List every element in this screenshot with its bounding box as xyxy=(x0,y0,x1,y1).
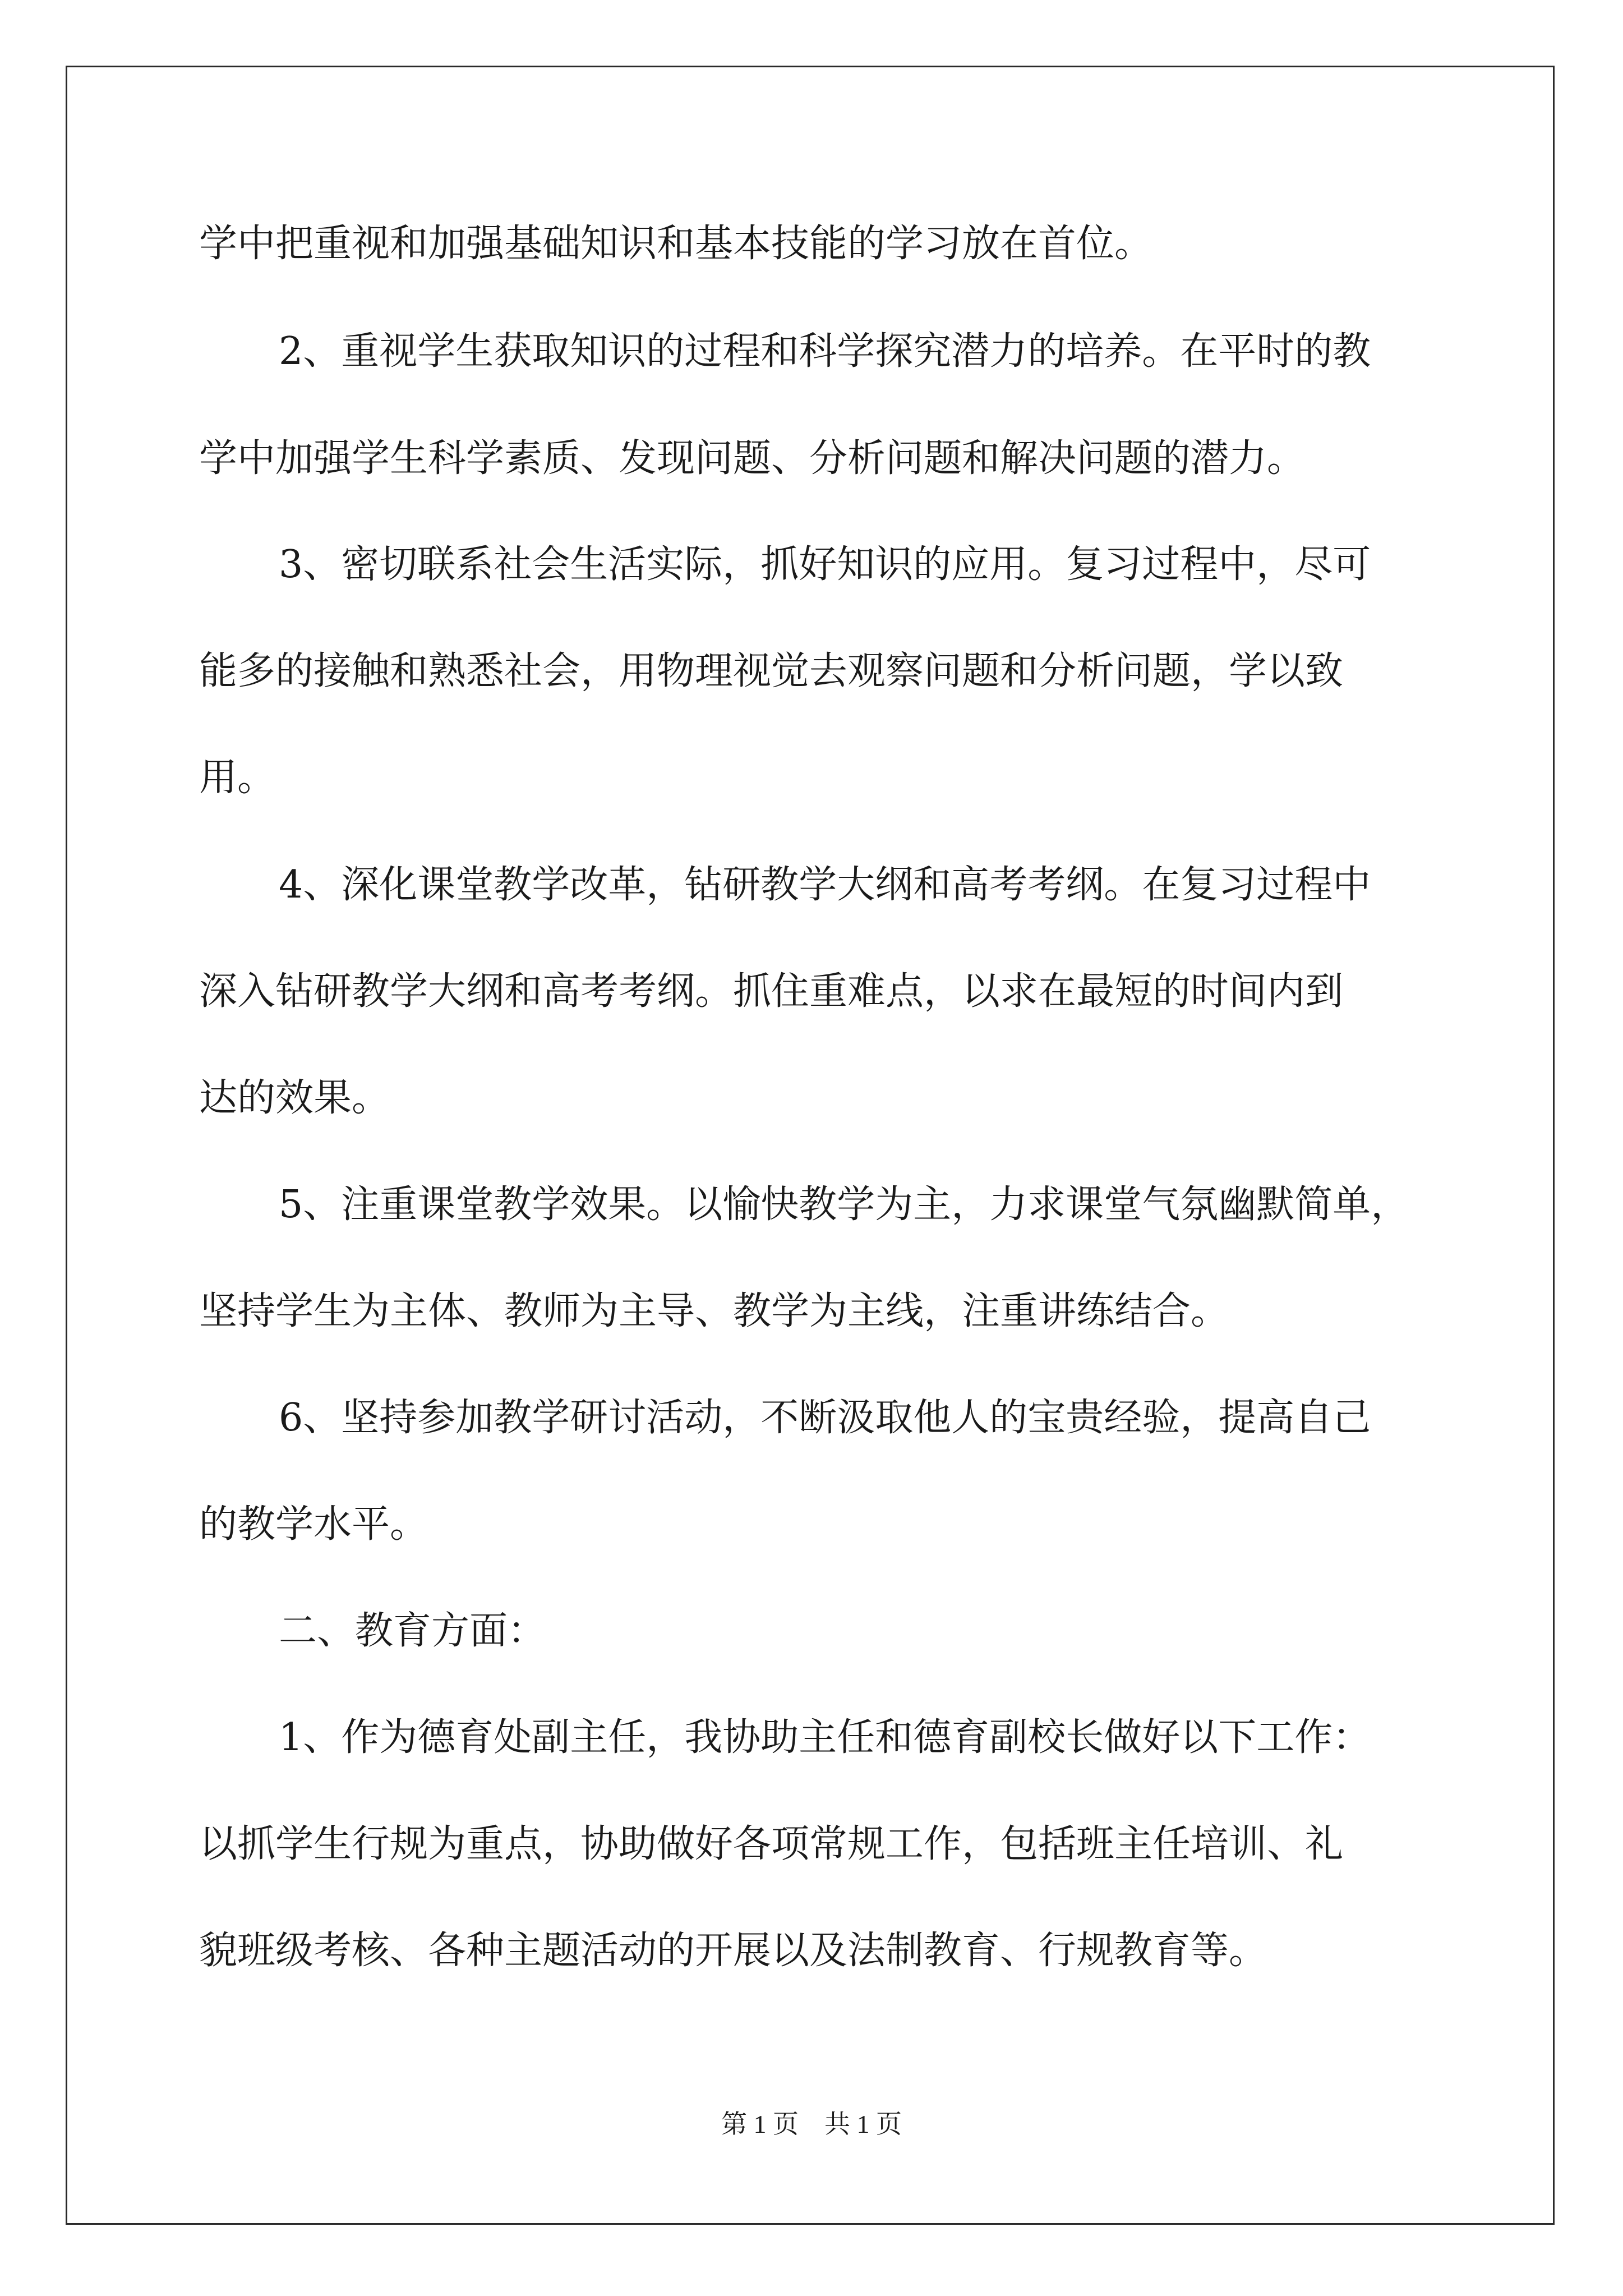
text-line: 学中加强学生科学素质、发现问题、分析问题和解决问题的潜力。 xyxy=(199,436,1306,481)
text-line: 坚持学生为主体、教师为主导、教学为主线，注重讲练结合。 xyxy=(199,1289,1229,1333)
text-line: 学中把重视和加强基础知识和基本技能的学习放在首位。 xyxy=(199,222,1153,266)
text-line: 达的效果。 xyxy=(199,1076,390,1120)
text-line: 3、密切联系社会生活实际，抓好知识的应用。复习过程中，尽可 xyxy=(279,542,1371,587)
text-line: 6、坚持参加教学研讨活动，不断汲取他人的宝贵经验，提高自己 xyxy=(279,1396,1371,1440)
text-line: 用。 xyxy=(199,756,276,800)
text-line: 4、深化课堂教学改革，钻研教学大纲和高考考纲。在复习过程中 xyxy=(279,863,1371,907)
text-line: 的教学水平。 xyxy=(199,1502,428,1547)
text-line: 2、重视学生获取知识的过程和科学探究潜力的培养。在平时的教 xyxy=(279,329,1371,374)
text-line: 貌班级考核、各种主题活动的开展以及法制教育、行规教育等。 xyxy=(199,1929,1267,1973)
text-line: 1、作为德育处副主任，我协助主任和德育副校长做好以下工作： xyxy=(279,1715,1371,1760)
text-line: 深入钻研教学大纲和高考考纲。抓住重难点，以求在最短的时间内到 xyxy=(199,969,1344,1014)
page-border xyxy=(66,66,1555,2225)
text-line: 以抓学生行规为重点，协助做好各项常规工作，包括班主任培训、礼 xyxy=(199,1822,1344,1866)
text-line: 能多的接触和熟悉社会，用物理视觉去观察问题和分析问题，学以致 xyxy=(199,649,1344,693)
text-line: 5、注重课堂教学效果。以愉快教学为主，力求课堂气氛幽默简单， xyxy=(279,1182,1409,1227)
page-number-footer: 第 1 页 共 1 页 xyxy=(721,2110,902,2138)
section-heading: 二、教育方面： xyxy=(279,1609,546,1653)
